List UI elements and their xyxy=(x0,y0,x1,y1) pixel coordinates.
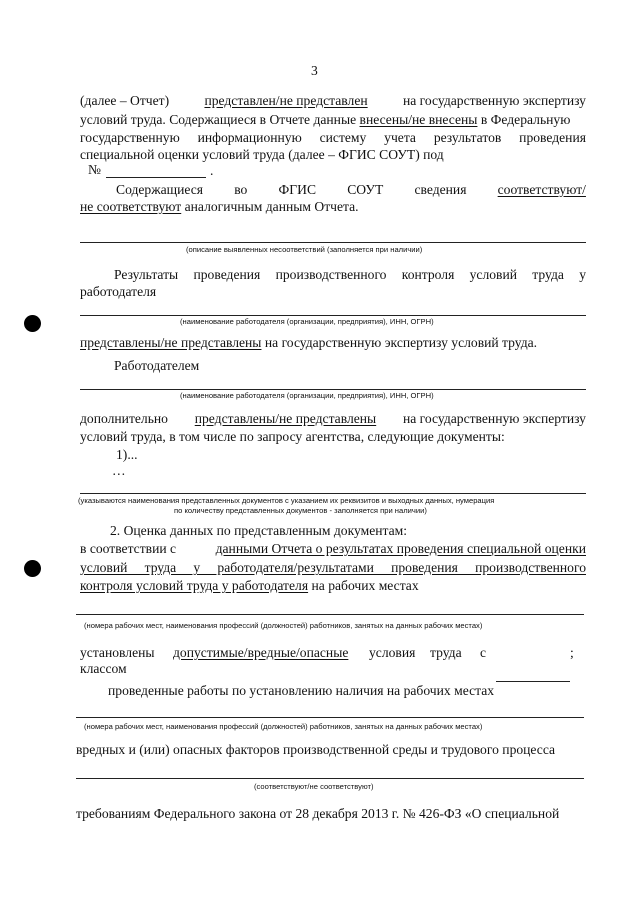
p7-text: в соответствии с xyxy=(80,541,177,556)
p1-line4: специальной оценки условий труда (далее – ФГИС СОУТ) под xyxy=(80,147,444,162)
p5-line: Работодателем xyxy=(114,358,200,373)
p1-option: внесены/не внесены xyxy=(359,112,478,127)
class-line xyxy=(496,681,570,682)
p2-text: аналогичным данным Отчета. xyxy=(184,199,359,214)
p2-line2 xyxy=(80,198,359,216)
p8-word: ; xyxy=(570,645,574,660)
workplaces-caption-1: (номера рабочих мест, наименования профессий (должностей) работников, занятых на данных рабочих местах) xyxy=(84,621,483,630)
p2-word: ФГИС xyxy=(278,182,317,197)
p8-option: допустимые/вредные/опасные xyxy=(173,645,349,660)
discrepancies-line xyxy=(80,242,586,243)
p7-text: на рабочих местах xyxy=(311,578,419,593)
p8-line2: классом xyxy=(80,661,127,676)
p1-text: (далее – Отчет) xyxy=(80,93,170,108)
discrepancies-caption: (описание выявленных несоответствий (заполняется при наличии) xyxy=(186,245,423,254)
p1-option: представлен/не представлен xyxy=(204,93,368,108)
registry-number-line xyxy=(106,177,206,178)
p6-option: представлены/не представлены xyxy=(194,411,377,426)
p2-option: не соответствуют xyxy=(80,199,182,214)
page-number: 3 xyxy=(311,63,318,78)
p10-line: вредных и (или) опасных факторов производственной среды и трудового процесса xyxy=(76,742,556,757)
registry-number-label: № xyxy=(88,162,101,177)
p1-text: на государственную экспертизу xyxy=(402,93,586,108)
employer-line-2 xyxy=(80,389,586,390)
p7-line1: 2. Оценка данных по представленным документам: xyxy=(110,523,408,538)
p1-text: условий труда. Содержащиеся в Отчете данные xyxy=(80,112,357,127)
documents-caption-2: по количеству представленных документов - заполняется при наличии) xyxy=(174,506,427,515)
p8-word: с xyxy=(480,645,487,660)
p1-line3: государственную информационную систему учета результатов проведения xyxy=(80,130,586,145)
p8-word: условия xyxy=(369,645,416,660)
p7-line2 xyxy=(80,540,586,558)
workplaces-line-1 xyxy=(76,614,584,615)
p6-text: на государственную экспертизу xyxy=(402,411,586,426)
p8-word: труда xyxy=(430,645,462,660)
p4-text: на государственную экспертизу условий труда. xyxy=(264,335,538,350)
p1-dot: . xyxy=(210,163,214,178)
p9-line: проведенные работы по установлению наличия на рабочих местах xyxy=(108,683,495,698)
p3-line2: работодателя xyxy=(80,284,157,299)
workplaces-caption-2: (номера рабочих мест, наименования профессий (должностей) работников, занятых на данных рабочих местах) xyxy=(84,722,483,731)
p3-line1: Результаты проведения производственного контроля условий труда у xyxy=(114,267,586,282)
p6-line1 xyxy=(80,410,586,428)
p4-line xyxy=(80,334,537,352)
compliance-line xyxy=(76,778,584,779)
p2-word: СОУТ xyxy=(347,182,384,197)
binder-hole-bottom xyxy=(24,560,41,577)
p6-item-2: … xyxy=(112,463,126,478)
employer-line-1 xyxy=(80,315,586,316)
compliance-caption: (соответствуют/не соответствуют) xyxy=(254,782,374,791)
p11-line: требованиям Федерального закона от 28 декабря 2013 г. № 426-ФЗ «О специальной xyxy=(76,806,560,821)
p7-line4 xyxy=(80,577,419,595)
p6-item-1: 1)... xyxy=(116,447,138,462)
employer-caption-1: (наименование работодателя (организации, предприятия), ИНН, ОГРН) xyxy=(180,317,434,326)
p1-line2 xyxy=(80,111,570,129)
documents-line xyxy=(80,493,586,494)
p7-option: контроля условий труда у работодателя xyxy=(80,578,309,593)
binder-hole-top xyxy=(24,315,41,332)
employer-caption-2: (наименование работодателя (организации, предприятия), ИНН, ОГРН) xyxy=(180,391,434,400)
p8-word: установлены xyxy=(80,645,155,660)
p1-text: в Федеральную xyxy=(480,112,571,127)
p1-line1 xyxy=(80,92,586,110)
p4-option: представлены/не представлены xyxy=(80,335,262,350)
p6-line2: условий труда, в том числе по запросу агентства, следующие документы: xyxy=(80,429,505,444)
p2-word: во xyxy=(234,182,248,197)
p2-option: соответствуют/ xyxy=(497,182,586,197)
p7-option: данными Отчета о результатах проведения специальной оценки xyxy=(215,541,586,556)
documents-caption-1: (указываются наименования представленных документов с указанием их реквизитов и выходных данных, нумерация xyxy=(78,496,495,505)
p2-word: сведения xyxy=(414,182,467,197)
p2-word: Содержащиеся xyxy=(116,182,204,197)
p2-line1 xyxy=(116,181,586,199)
p7-line3: условий труда у работодателя/результатами проведения производственного xyxy=(80,560,586,575)
p6-text: дополнительно xyxy=(80,411,168,426)
workplaces-line-2 xyxy=(76,717,584,718)
